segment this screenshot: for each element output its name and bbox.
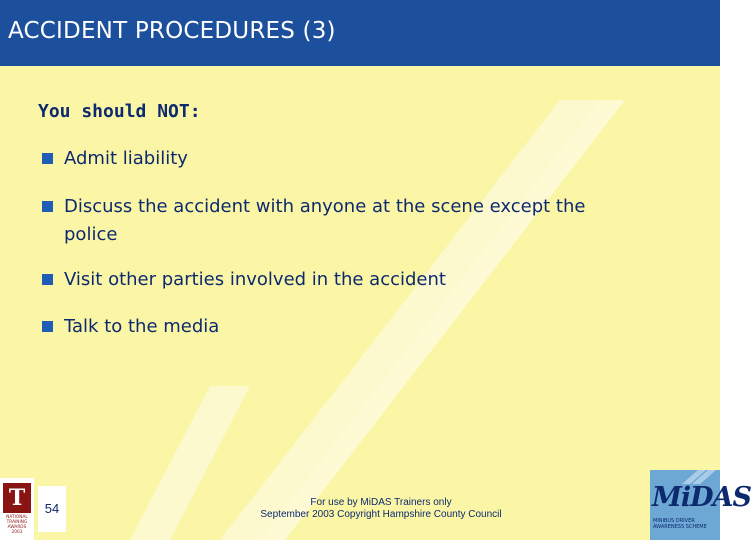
copyright-notice [226,497,536,521]
midas-logo [650,470,751,540]
bullet-text: Talk to the media [64,316,220,337]
midas-subtitle: MINIBUS DRIVER AWARENESS SCHEME [653,518,707,530]
notice-line-1: For use by MiDAS Trainers only [310,497,452,508]
awards-logo-text: NATIONAL TRAINING AWARDS 2003 [6,515,28,535]
midas-wordmark: MiDAS [652,482,751,513]
t-logo-icon: T [3,483,31,513]
bullet-square-icon [42,201,53,212]
bullet-text: Discuss the accident with anyone at the scene except the police [64,196,586,245]
background-stripes [0,66,720,540]
bullet-square-icon [42,153,53,164]
bullet-text: Admit liability [64,148,188,169]
section-heading: You should NOT: [38,101,201,122]
bullet-square-icon [42,274,53,285]
bullet-text: Visit other parties involved in the accident [64,269,446,290]
header-bar [0,0,720,66]
training-awards-logo [0,478,34,540]
notice-line-2: September 2003 Copyright Hampshire County Council [260,509,502,520]
slide-title: ACCIDENT PROCEDURES (3) [8,18,336,44]
page-number: 54 [38,486,66,532]
bullet-square-icon [42,321,53,332]
